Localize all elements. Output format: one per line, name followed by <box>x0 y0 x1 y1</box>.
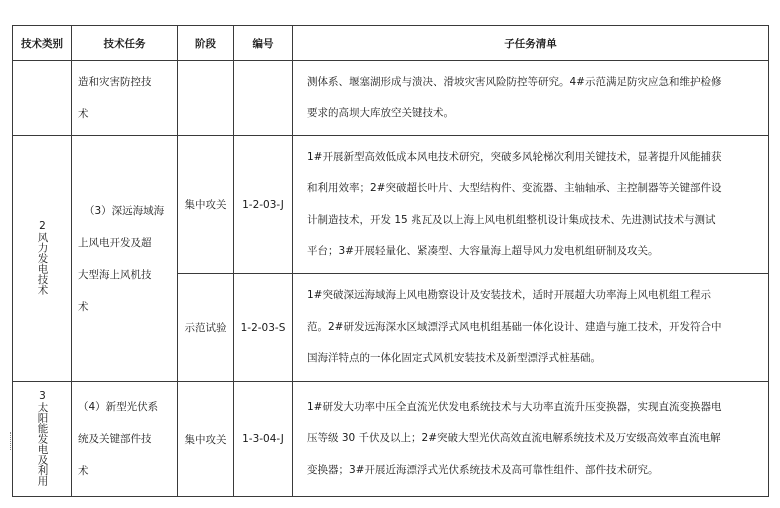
subtask-line: 要求的高坝大库放空关键技术。 <box>307 107 454 119</box>
task-line: 术 <box>78 465 89 477</box>
table-row <box>13 382 769 497</box>
category-label: 3太阳能发电及利用 <box>36 389 49 486</box>
subtask-line: 国海洋特点的一体化固定式风机安装技术及新型漂浮式桩基础。 <box>307 352 601 365</box>
header-subtasks: 子任务清单 <box>293 26 769 61</box>
stage-cell: 集中攻关 <box>178 136 234 274</box>
task-cell <box>72 136 178 382</box>
header-row <box>13 26 769 61</box>
stage-cell <box>178 61 234 136</box>
subtask-line: 范。2#研发远海深水区域漂浮式风电机组基础一体化设计、建造与施工技术，开发符合中 <box>307 320 722 333</box>
task-line: 术 <box>78 108 89 120</box>
header-code: 编号 <box>234 26 293 61</box>
header-category: 技术类别 <box>13 26 72 61</box>
stage-cell: 示范试验 <box>178 274 234 382</box>
table-row <box>13 61 769 136</box>
subtask-line: 和利用效率；2#突破超长叶片、大型结构件、变流器、主轴轴承、主控制器等关键部件设 <box>307 182 722 194</box>
subtask-line: 1#突破深远海域海上风电勘察设计及安装技术，适时开展超大功率海上风电机组工程示 <box>307 289 711 302</box>
task-line: 统及关键部件技 <box>78 433 152 445</box>
task-line: 上风电开发及超 <box>78 236 152 249</box>
category-cell <box>13 136 72 382</box>
task-line: 术 <box>78 300 89 313</box>
subtask-cell <box>293 274 769 382</box>
header-task: 技术任务 <box>72 26 178 61</box>
subtask-line: 测体系、堰塞湖形成与溃决、滑坡灾害风险防控等研究。4#示范满足防灾应急和维护检修 <box>307 75 722 88</box>
task-cell <box>72 382 178 497</box>
code-cell <box>234 61 293 136</box>
task-line: 造和灾害防控技 <box>78 76 152 88</box>
category-cell <box>13 61 72 136</box>
header-stage: 阶段 <box>178 26 234 61</box>
margin-mark <box>10 432 14 450</box>
subtask-line: 平台；3#开展轻量化、紧凑型、大容量海上超导风力发电机组研制及攻关。 <box>307 245 659 257</box>
subtask-line: 1#开展新型高效低成本风电技术研究，突破多风轮梯次利用关键技术，显著提升风能捕获 <box>307 150 722 163</box>
category-label: 2风力发电技术 <box>36 219 49 295</box>
task-line: （3）深远海域海 <box>84 204 165 217</box>
subtask-line: 变换器；3#开展近海漂浮式光伏系统技术及高可靠性组件、部件技术研究。 <box>307 463 659 476</box>
code-cell: 1-3-04-J <box>234 382 293 497</box>
subtask-cell <box>293 136 769 274</box>
code-cell: 1-2-03-J <box>234 136 293 274</box>
subtask-line: 1#研发大功率中压全直流光伏发电系统技术与大功率直流升压变换器，实现直流变换器电 <box>307 400 722 413</box>
subtask-line: 压等级 30 千伏及以上；2#突破大型光伏高效直流电解系统技术及万安级高效率直流电解 <box>307 432 721 445</box>
task-cell <box>72 61 178 136</box>
subtask-line: 计制造技术，开发 15 兆瓦及以上海上风电机组整机设计集成技术、先进测试技术与测试 <box>307 213 716 226</box>
subtask-cell <box>293 382 769 497</box>
stage-cell: 集中攻关 <box>178 382 234 497</box>
technology-task-table <box>12 25 769 497</box>
task-line: 大型海上风机技 <box>78 268 152 281</box>
category-cell <box>13 382 72 497</box>
code-cell: 1-2-03-S <box>234 274 293 382</box>
table-row <box>13 136 769 274</box>
subtask-cell <box>293 61 769 136</box>
task-line: （4）新型光伏系 <box>78 401 159 413</box>
